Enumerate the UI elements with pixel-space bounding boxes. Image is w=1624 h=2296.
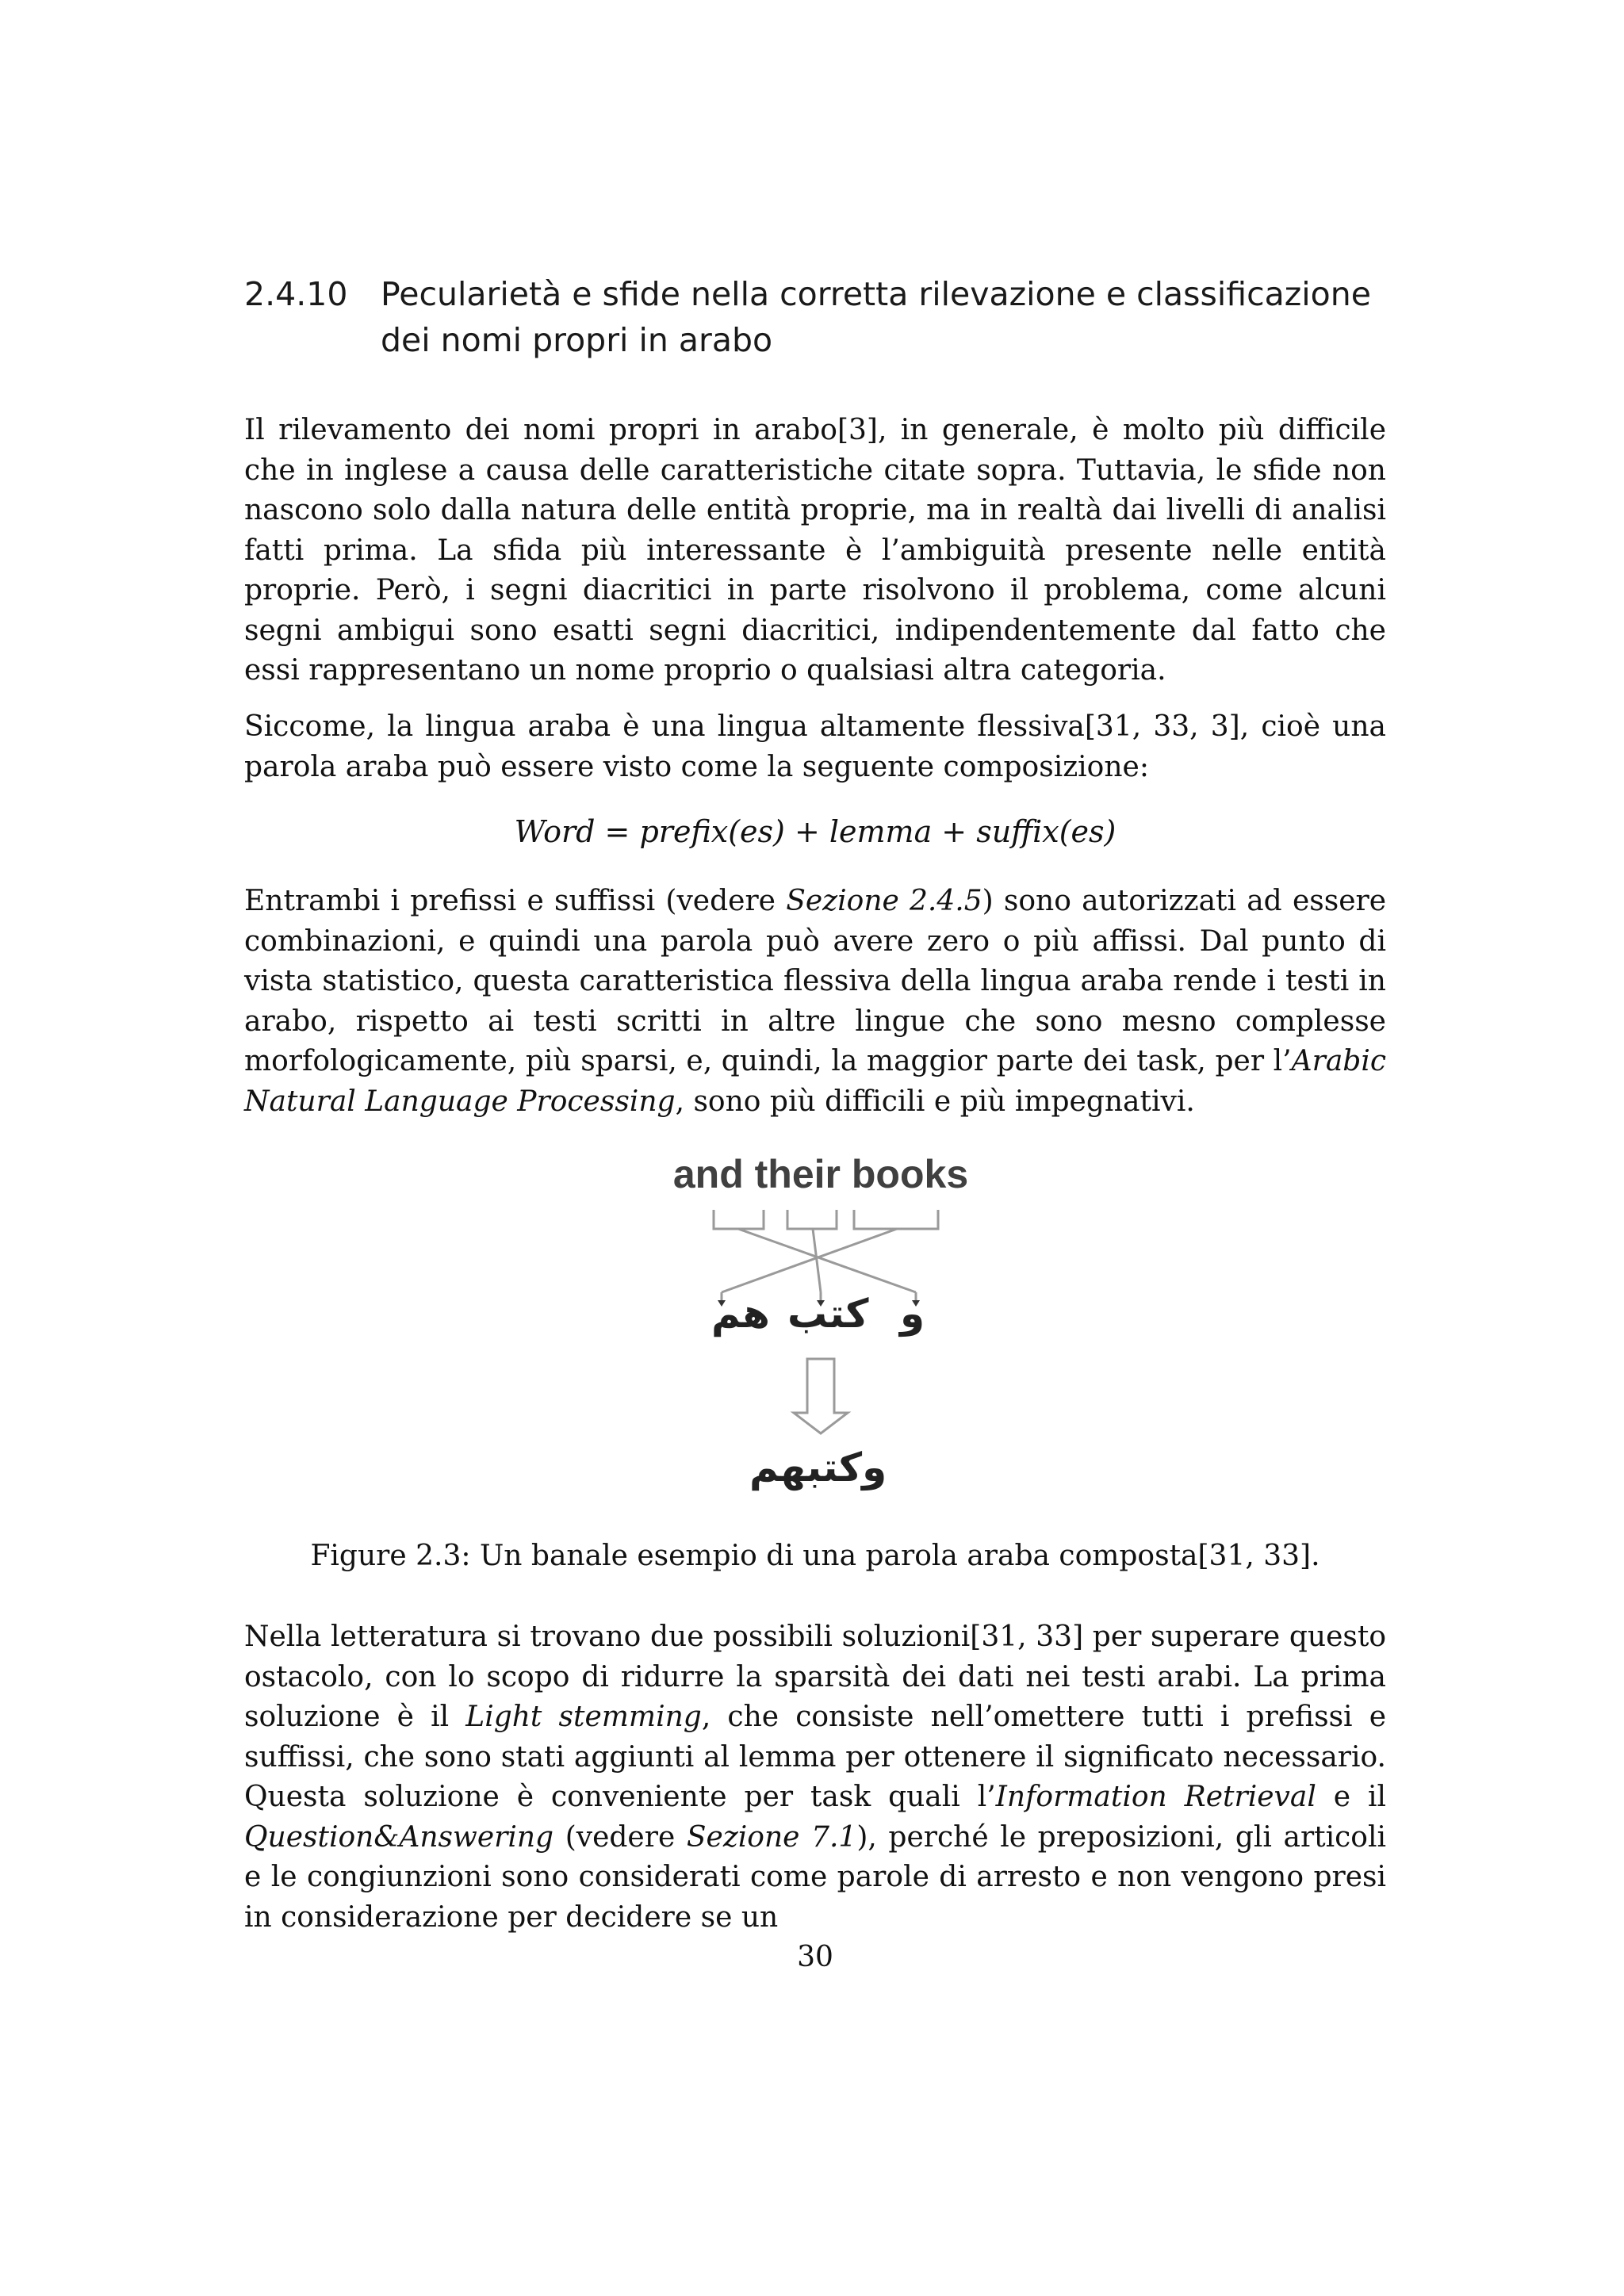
paragraph-1 (244, 411, 1386, 691)
paragraph-3-text: , sono più difficili e più impegnativi. (675, 1085, 1195, 1118)
paragraph-4-text: (vedere (553, 1820, 687, 1854)
paragraph-3 (244, 882, 1386, 1122)
figure-english-phrase: and their books (672, 1152, 969, 1196)
section-reference: Sezione 7.1 (686, 1820, 857, 1854)
paragraph-4 (244, 1617, 1386, 1938)
arabic-prefix: و (900, 1291, 925, 1337)
section-number: 2.4.10 (244, 275, 348, 313)
figure-2-3 (670, 1151, 971, 1516)
paragraph-3-text: ) sono autorizzati ad essere combinazioni, e quindi una parola può avere zero o più affissi. Dal punto di vista statistico, questa caratteristica flessiva della lingua araba rende i testi in arabo, rispetto ai testi scritti in altre lingue che sono mesno complesse morfologicamente, più sparsi, e, quindi, la maggior parte dei task, per l’ (244, 885, 1387, 1077)
paragraph-4-text: Nella letteratura si trovano due possibili soluzioni[31, 33] per superare questo ostacolo, con lo scopo di ridurre la sparsità dei dati nei testi arabi. La prima soluzione è il (244, 1621, 1386, 1733)
arabic-suffix: هم (711, 1291, 770, 1337)
term-question-answering: Question&Answering (244, 1820, 554, 1854)
section-title: Pecularietà e sfide nella corretta rilevazione e classificazione dei nomi propri in arabo (381, 275, 1371, 359)
term-information-retrieval: Information Retrieval (995, 1781, 1316, 1813)
paragraph-1-text: Il rilevamento dei nomi propri in arabo[3], in generale, è molto più difficile che in inglese a causa delle caratteristiche citate sopra. Tuttavia, le sfide non nascono solo dalla natura delle entità proprie, ma in realtà dai livelli di analisi fatti prima. La sfida più interessante è l’ambiguità presente nelle entità proprie. Però, i segni diacritici in parte risolvono il problema, come alcuni segni ambigui sono esatti segni diacritici, indipendentemente dal fatto che essi rappresentano un nome proprio o qualsiasi altra categoria. (244, 414, 1386, 687)
arabic-lemma: كتب (787, 1291, 869, 1337)
paragraph-4-text: , che consiste nell’omettere tutti i prefissi e suffissi, che sono stati aggiunti al lemma per ottenere il significato necessario. Questa soluzione è conveniente per task quali l’ (244, 1701, 1387, 1813)
arabic-composed-word: وكتبهم (749, 1445, 887, 1490)
term-anlp: Arabic Natural Language Processing (244, 1045, 1386, 1118)
paragraph-4-text: e il (1316, 1781, 1387, 1813)
section-reference: Sezione 2.4.5 (786, 885, 982, 917)
page-number: 30 (797, 1941, 833, 1973)
word-composition-formula: Word = prefix(es) + lemma + suffix(es) (514, 814, 1116, 849)
paragraph-2 (244, 707, 1386, 787)
term-light-stemming: Light stemming (465, 1701, 702, 1733)
paragraph-3-text: Entrambi i prefissi e suffissi (vedere (244, 885, 787, 917)
figure-caption: Figure 2.3: Un banale esempio di una parola araba composta[31, 33]. (310, 1540, 1320, 1572)
paragraph-4-text: ), perché le preposizioni, gli articoli e le congiunzioni sono considerati come parole di arresto e non vengono presi in considerazione per decidere se un (244, 1820, 1387, 1934)
paragraph-2-text: Siccome, la lingua araba è una lingua altamente flessiva[31, 33, 3], cioè una parola araba può essere visto come la seguente composizione: (244, 710, 1386, 783)
